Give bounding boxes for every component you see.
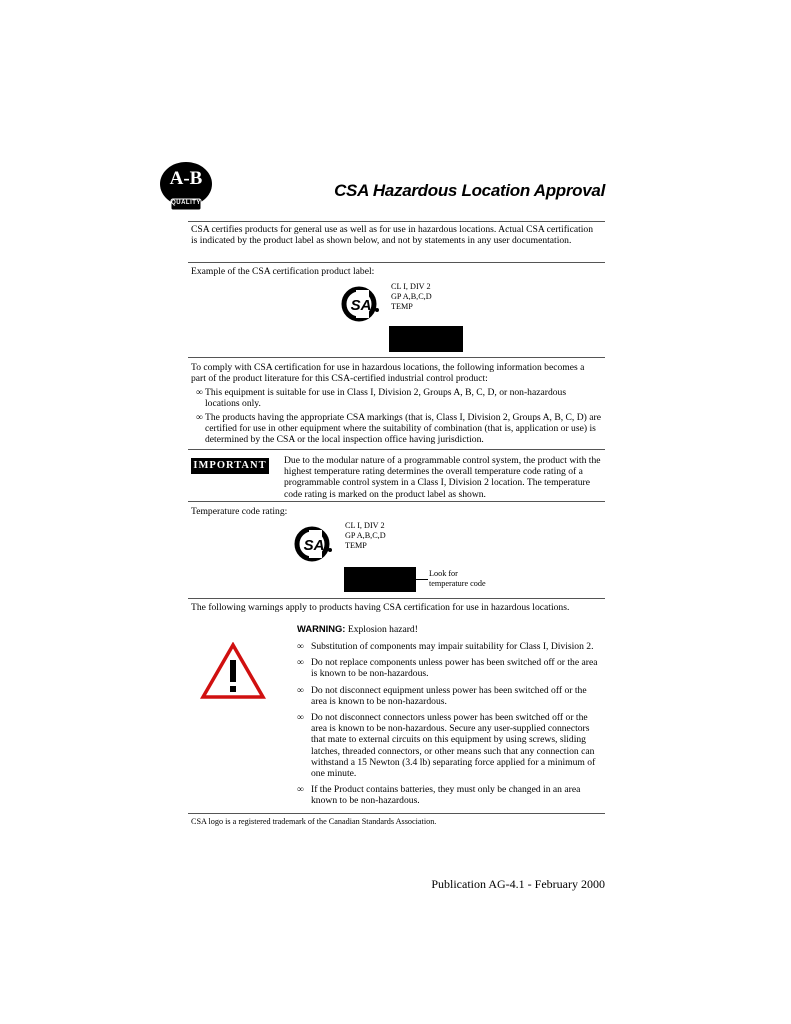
csa-label-line: CL I, DIV 2: [345, 521, 385, 530]
csa-label-lines: [345, 521, 386, 551]
bullet-icon: ∞: [297, 641, 304, 652]
svg-text:SA: SA: [303, 537, 325, 554]
temp-code-box: [389, 326, 463, 352]
warning-heading: WARNING: Explosion hazard!: [297, 623, 418, 635]
callout-line: [416, 579, 428, 580]
temp-code-box: [344, 567, 416, 592]
divider: [188, 813, 605, 814]
list-item: ∞ Do not disconnect connectors unless power has been switched off or the area is known to be non-hazardous. Secure any user-supplied connectors that mate to external circuits on this equipment by using screws, sliding latches, threaded connectors, or other means such that any connection can withstand a 15 Newton (3.4 lb) separating force applied for a minimum of one minute.: [297, 712, 596, 780]
csa-logo-icon: [294, 526, 334, 562]
comply-intro: To comply with CSA certification for use in hazardous locations, the following information becomes a part of the product literature for this CSA-certified industrial control product:: [191, 362, 585, 385]
divider: [188, 449, 605, 450]
csa-label-line: GP A,B,C,D: [345, 531, 386, 540]
divider: [188, 501, 605, 502]
temp-code-caption: Temperature code rating:: [191, 506, 288, 517]
warnings-intro: The following warnings apply to products having CSA certification for use in hazardous locations.: [191, 602, 570, 613]
csa-label-lines: [391, 282, 432, 312]
csa-label-line: GP A,B,C,D: [391, 292, 432, 301]
warning-list: [297, 641, 602, 807]
example-label-caption: Example of the CSA certification product label:: [191, 266, 375, 277]
bullet-icon: ∞: [297, 712, 304, 724]
list-item: ∞ Do not disconnect equipment unless power has been switched off or the area is known to be non-hazardous.: [297, 684, 587, 707]
csa-label-line: TEMP: [391, 302, 413, 311]
csa-label-line: CL I, DIV 2: [391, 282, 431, 291]
list-item: ∞ The products having the appropriate CSA markings (that is, Class I, Division 2, Groups A, B, C, D) are certified for use in other equipment where the suitability of combination (that is, application or use) is determined by the CSA or the local inspection office having jurisdiction.: [196, 412, 601, 446]
list-item: ∞ Substitution of components may impair suitability for Class I, Division 2.: [297, 641, 594, 652]
footnote: CSA logo is a registered trademark of the Canadian Standards Association.: [191, 817, 437, 826]
important-badge: IMPORTANT: [191, 458, 269, 474]
logo-letters: A-B: [169, 168, 203, 189]
csa-logo-icon: [341, 286, 381, 322]
csa-label-line: TEMP: [345, 541, 367, 550]
divider: [188, 357, 605, 358]
list-item: ∞ If the Product contains batteries, they must only be changed in an area known to be non-hazardous.: [297, 784, 581, 807]
divider: [188, 598, 605, 599]
publication-footer: Publication AG-4.1 - February 2000: [431, 877, 605, 891]
logo-badge: QUALITY: [171, 200, 201, 206]
bullet-icon: ∞: [196, 387, 203, 398]
bullet-icon: ∞: [297, 784, 304, 796]
warning-label: WARNING:: [297, 623, 346, 634]
bullet-icon: ∞: [297, 657, 304, 669]
svg-text:SA: SA: [350, 297, 372, 314]
allen-bradley-logo: [159, 160, 213, 212]
temp-code-callout: Look for temperature code: [429, 569, 486, 588]
bullet-icon: ∞: [196, 412, 203, 423]
important-text: Due to the modular nature of a programmable control system, the product with the highest temperature rating determines the overall temperature code rating of a programmable control system in a Class I, Division 2 location. The temperature code rating is marked on the product label as shown.: [284, 455, 601, 500]
list-item: ∞ This equipment is suitable for use in Class I, Division 2, Groups A, B, C, D, or non-hazardous locations only.: [196, 387, 567, 410]
divider: [188, 221, 605, 222]
page-title: CSA Hazardous Location Approval: [334, 181, 605, 200]
intro-paragraph: CSA certifies products for general use as well as for use in hazardous locations. Actual CSA certification is indicated by the product label as shown below, and not by statements in any user documentation.: [191, 224, 594, 247]
warning-triangle-icon: [200, 642, 266, 700]
divider: [188, 262, 605, 263]
list-item: ∞ Do not replace components unless power has been switched off or the area is known to be non-hazardous.: [297, 657, 598, 680]
bullet-icon: ∞: [297, 684, 304, 696]
